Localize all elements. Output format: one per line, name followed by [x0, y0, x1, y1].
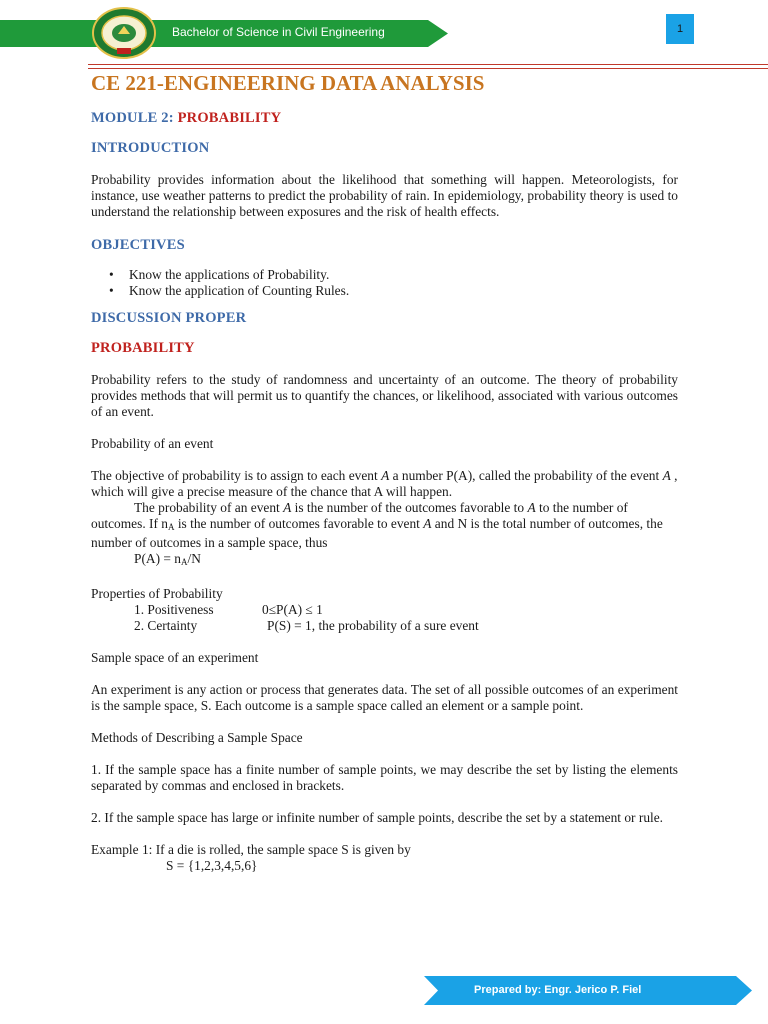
course-title: CE 221-ENGINEERING DATA ANALYSIS [91, 71, 485, 95]
program-title: Bachelor of Science in Civil Engineering [172, 25, 385, 39]
objectives-list [91, 267, 678, 298]
probability-heading: PROBABILITY [91, 340, 195, 356]
discussion-heading: DISCUSSION PROPER [91, 310, 247, 326]
method-one-text: 1. If the sample space has a finite number of sample points, we may describe the set by listing the elements separated by commas and enclosed in brackets. [91, 762, 678, 793]
sample-space-heading: Sample space of an experiment [91, 650, 259, 665]
probability-objective-text: The objective of probability is to assign to each event A a number P(A), called the probability of the event A , which will give a precise measure of the chance that A will happen. [91, 468, 678, 499]
header-divider-bottom [88, 68, 768, 69]
properties-heading: Properties of Probability [91, 586, 223, 601]
introduction-text: Probability provides information about the likelihood that something will happen. Meteorologists, for instance, use weather patterns to predict the probability of rain. In epidemiology, probability theory is used to understand the relationship between exposures and the risk of health effects. [91, 172, 678, 219]
probability-event-heading: Probability of an event [91, 436, 214, 451]
property-row: 2. Certainty P(S) = 1, the probability of a sure event [134, 618, 479, 633]
probability-formula: $P(A) = n_A/N$ [134, 551, 201, 567]
module-name: PROBABILITY [177, 110, 282, 126]
document-body [91, 70, 678, 874]
example-one-text: Example 1: If a die is rolled, the sample space S is given by [91, 842, 411, 857]
list-item: • Know the applications of Probability. [129, 267, 678, 283]
list-item: • Know the application of Counting Rules. [129, 283, 678, 299]
objectives-heading: OBJECTIVES [91, 237, 185, 253]
page-number-badge: 1 [666, 14, 694, 44]
university-logo [91, 7, 157, 59]
sample-space-text: An experiment is any action or process that generates data. The set of all possible outcomes of an experiment is the sample space, S. Each outcome is a sample space called an element or a sample point. [91, 682, 678, 713]
example-one-set: S = {1,2,3,4,5,6} [166, 858, 258, 873]
prepared-by-text: Prepared by: Engr. Jerico P. Fiel [474, 984, 642, 996]
probability-definition: Probability refers to the study of randomness and uncertainty of an outcome. The theory of probability provides methods that will permit us to quantify the chances, or likelihood, associated with various outcomes of an event. [91, 372, 678, 419]
module-prefix: MODULE 2: [91, 110, 178, 126]
methods-heading: Methods of Describing a Sample Space [91, 730, 303, 745]
introduction-heading: INTRODUCTION [91, 140, 210, 156]
probability-event-definition: The probability of an event A is the number of the outcomes favorable to A to the number of outcomes. If $n_A$ is the number of outcomes favorable to event A and N is the total number of outcomes, the number of outcomes in a sample space, thus [91, 500, 663, 550]
property-row: 1. Positiveness 0≤P(A) ≤ 1 [134, 602, 323, 617]
header-divider-top [88, 64, 768, 65]
method-two-text: 2. If the sample space has large or infinite number of sample points, describe the set by a statement or rule. [91, 810, 664, 825]
module-heading [91, 110, 678, 126]
